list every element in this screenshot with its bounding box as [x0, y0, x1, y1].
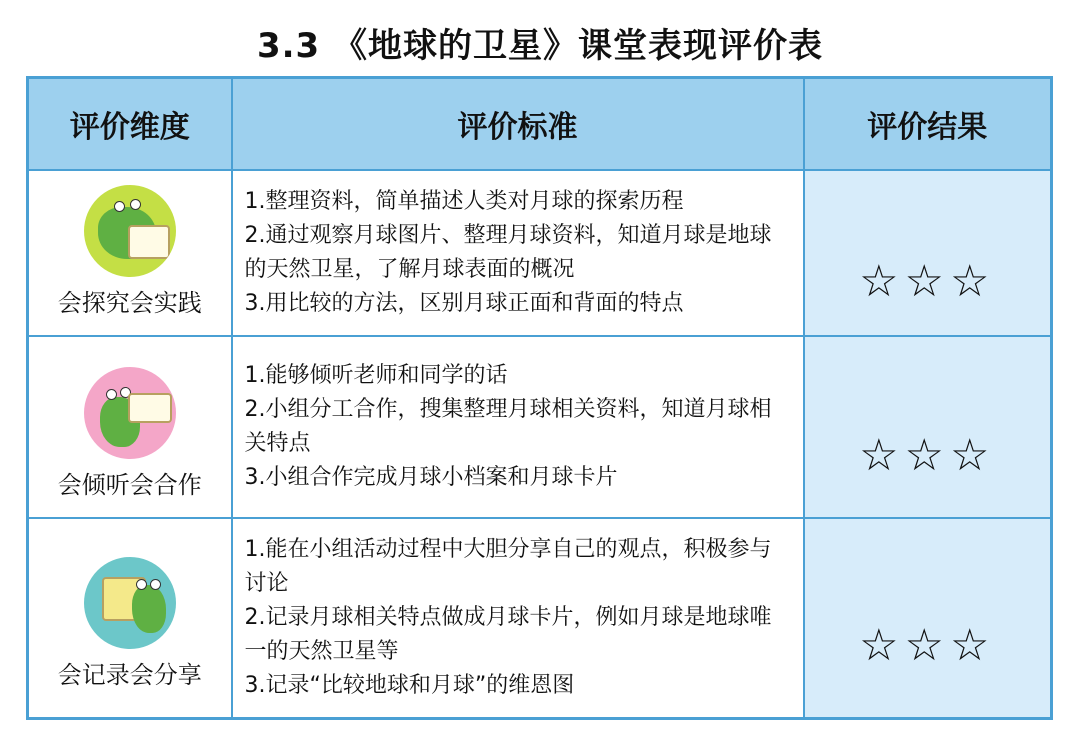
table-row — [28, 336, 1052, 518]
criteria-item: 1.能在小组活动过程中大胆分享自己的观点，积极参与讨论 — [244, 536, 772, 596]
criteria-cell — [232, 170, 804, 336]
header-dimension: 评价维度 — [28, 78, 232, 171]
criteria-item: 3.小组合作完成月球小档案和月球卡片 — [244, 465, 618, 490]
criteria-cell — [232, 336, 804, 518]
star-rating[interactable]: ☆☆☆ — [859, 429, 996, 481]
result-cell — [804, 170, 1052, 336]
dimension-label: 会记录会分享 — [57, 661, 202, 689]
dimension-cell — [28, 170, 232, 336]
criteria-item: 2.小组分工合作，搜集整理月球相关资料，知道月球相关特点 — [244, 397, 772, 456]
criteria-item: 2.通过观察月球图片、整理月球资料，知道月球是地球的天然卫星，了解月球表面的概况 — [244, 223, 772, 282]
criteria-item: 3.用比较的方法，区别月球正面和背面的特点 — [244, 291, 684, 316]
crocodile-badge-icon — [84, 557, 176, 649]
header-row — [28, 78, 1052, 171]
crocodile-badge-icon — [84, 185, 176, 277]
result-cell — [804, 518, 1052, 718]
crocodile-badge-icon — [84, 367, 176, 459]
evaluation-table — [26, 76, 1053, 720]
result-cell — [804, 336, 1052, 518]
page-title: 3.3 《地球的卫星》课堂表现评价表 — [256, 26, 824, 66]
dimension-cell — [28, 336, 232, 518]
dimension-cell — [28, 518, 232, 718]
criteria-item: 3.记录“比较地球和月球”的维恩图 — [244, 672, 575, 698]
table-row — [28, 518, 1052, 718]
table-row — [28, 170, 1052, 336]
dimension-label: 会倾听会合作 — [57, 471, 202, 499]
star-rating[interactable]: ☆☆☆ — [859, 620, 996, 672]
star-rating[interactable]: ☆☆☆ — [859, 255, 996, 307]
dimension-label: 会探究会实践 — [57, 289, 202, 317]
criteria-item: 1.整理资料，简单描述人类对月球的探索历程 — [244, 189, 684, 214]
criteria-item: 1.能够倾听老师和同学的话 — [244, 363, 508, 388]
criteria-item: 2.记录月球相关特点做成月球卡片，例如月球是地球唯一的天然卫星等 — [244, 604, 772, 664]
header-criteria: 评价标准 — [232, 78, 804, 171]
criteria-cell — [232, 518, 804, 718]
header-result: 评价结果 — [804, 78, 1052, 171]
